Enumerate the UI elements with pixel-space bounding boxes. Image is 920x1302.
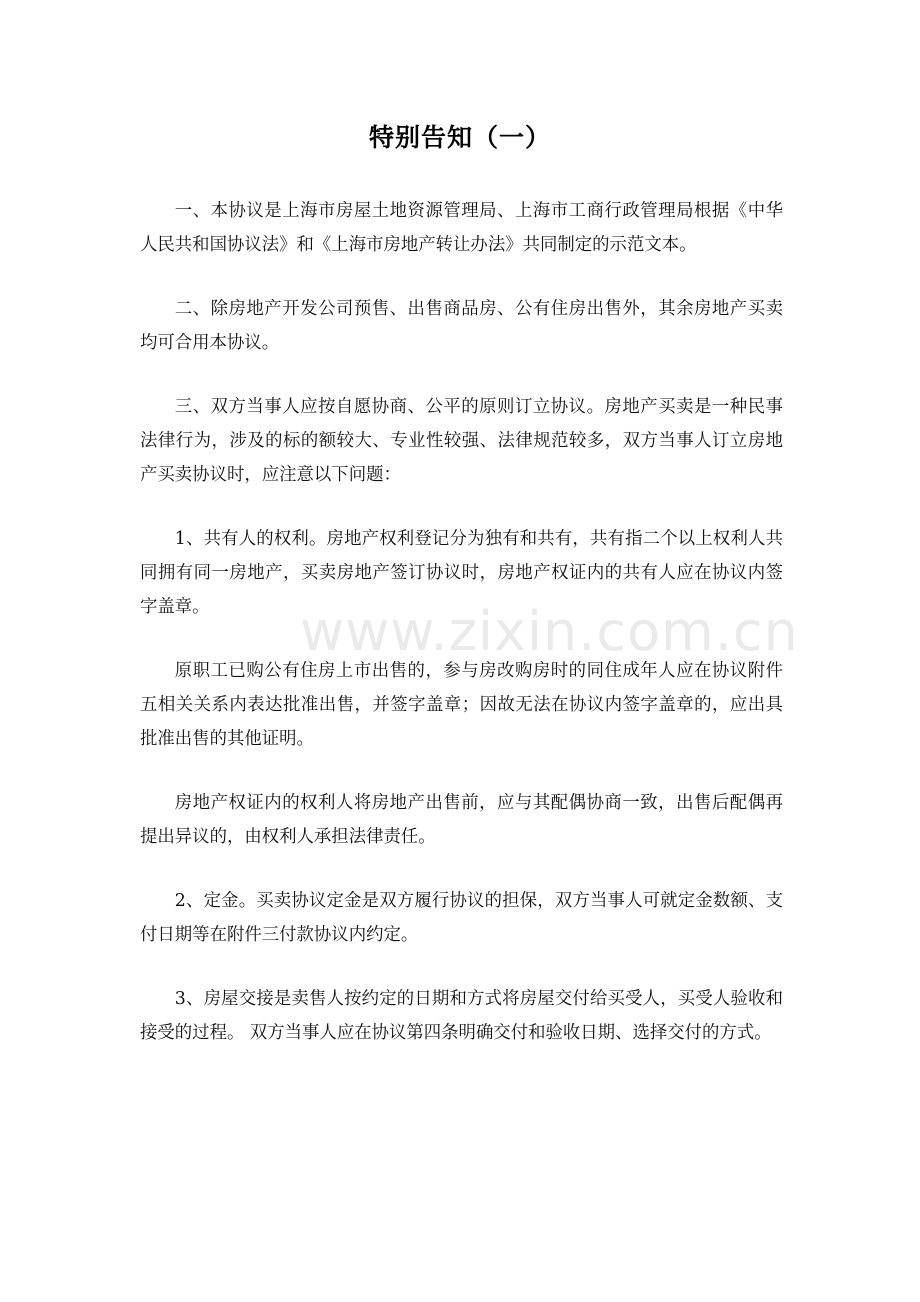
paragraph-8: 3、房屋交接是卖售人按约定的日期和方式将房屋交付给买受人，买受人验收和接受的过程。 双方当事人应在协议第四条明确交付和验收日期、选择交付的方式。 [140,989,783,1043]
paragraph-5: 原职工已购公有住房上市出售的，参与房改购房时的同住成年人应在协议附件五相关关系内表达批准出售，并签字盖章；因故无法在协议内签字盖章的，应出具批准出售的其他证明。 [140,661,783,749]
document-title: 特别告知（一） [368,123,551,152]
paragraph-6: 房地产权证内的权利人将房地产出售前，应与其配偶协商一致，出售后配偶再提出异议的，由权利人承担法律责任。 [140,793,783,847]
paragraph-7: 2、定金。买卖协议定金是双方履行协议的担保，双方当事人可就定金数额、支付日期等在附件三付款协议内约定。 [140,891,783,945]
paragraph-1: 一、本协议是上海市房屋土地资源管理局、上海市工商行政管理局根据《中华人民共和国协议法》和《上海市房地产转让办法》共同制定的示范文本。 [140,201,783,255]
paragraph-4: 1、共有人的权利。房地产权利登记分为独有和共有，共有指二个以上权利人共同拥有同一房地产，买卖房地产签订协议时，房地产权证内的共有人应在协议内签字盖章。 [140,529,783,617]
watermark-text: www.zixin.com.cn [300,600,799,663]
paragraph-3: 三、双方当事人应按自愿协商、公平的原则订立协议。房地产买卖是一种民事法律行为，涉及的标的额较大、专业性较强、法律规范较多，双方当事人订立房地产买卖协议时，应注意以下问题： [140,397,783,485]
paragraph-2: 二、除房地产开发公司预售、出售商品房、公有住房出售外，其余房地产买卖均可合用本协议。 [140,299,783,353]
document-body [140,194,783,1080]
